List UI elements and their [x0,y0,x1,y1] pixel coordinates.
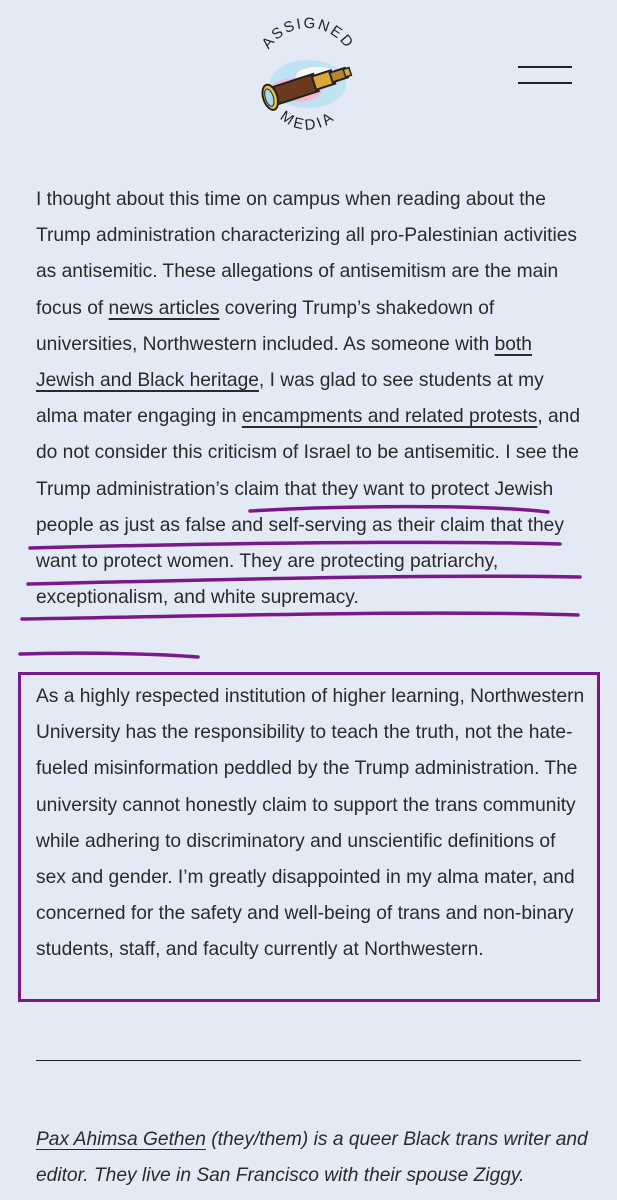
logo-bottom-text: MEDIA [277,107,339,134]
paragraph-text: covering Trump’s shakedown of universities, Northwestern included. As someone with [36,297,495,355]
spyglass-icon [260,59,355,112]
paragraph-text: I thought about this time on campus when reading about the Trump administration characterizing all pro-Palestinian activities as antisemitic. These allegations of antisemitism are the main focus of [36,189,578,319]
logo-top-text: ASSIGNED [258,14,358,53]
article-paragraph-boxed: As a highly respected institution of higher learning, Northwestern University has the responsibility to teach the truth, not the hate-fueled misinformation peddled by the Trump administration. The university cannot honestly claim to support the trans community while adhering to discriminatory and unscientific definitions of sex and gender. I’m greatly disappointed in my alma mater, and concerned for the safety and well-being of trans and non-binary students, staff, and faculty currently at Northwestern. [36,686,585,961]
paragraph-text: , and do not consider this criticism of Israel to be antisemitic. I see the Trump administration’s claim that they want to protect Jewish people as just as false and self-serving as their claim that they want to protect women. They are protecting patriarchy, exceptionalism, and white supremacy. [36,406,580,609]
hamburger-menu-icon-line [518,82,572,84]
site-logo[interactable] [248,10,368,138]
highlight-underline [20,653,198,657]
highlight-box [18,672,600,1002]
news-articles-link[interactable]: news articles [108,297,220,319]
author-link[interactable]: Pax Ahimsa Gethen [36,1129,206,1150]
site-header [0,0,617,160]
hamburger-menu-icon [518,66,572,68]
menu-button[interactable] [518,62,574,90]
author-bio [36,1122,596,1194]
article-paragraph [36,182,581,616]
section-divider [36,1060,581,1061]
heritage-link[interactable]: both Jewish and Black heritage [36,333,532,392]
paragraph-text: , I was glad to see students at my alma mater engaging in [36,370,544,428]
article-body [36,182,581,616]
encampments-link[interactable]: encampments and related protests [241,406,538,428]
author-bio-text: (they/them) is a queer Black trans writer and editor. They live in San Francisco with their spouse Ziggy. [36,1129,588,1186]
